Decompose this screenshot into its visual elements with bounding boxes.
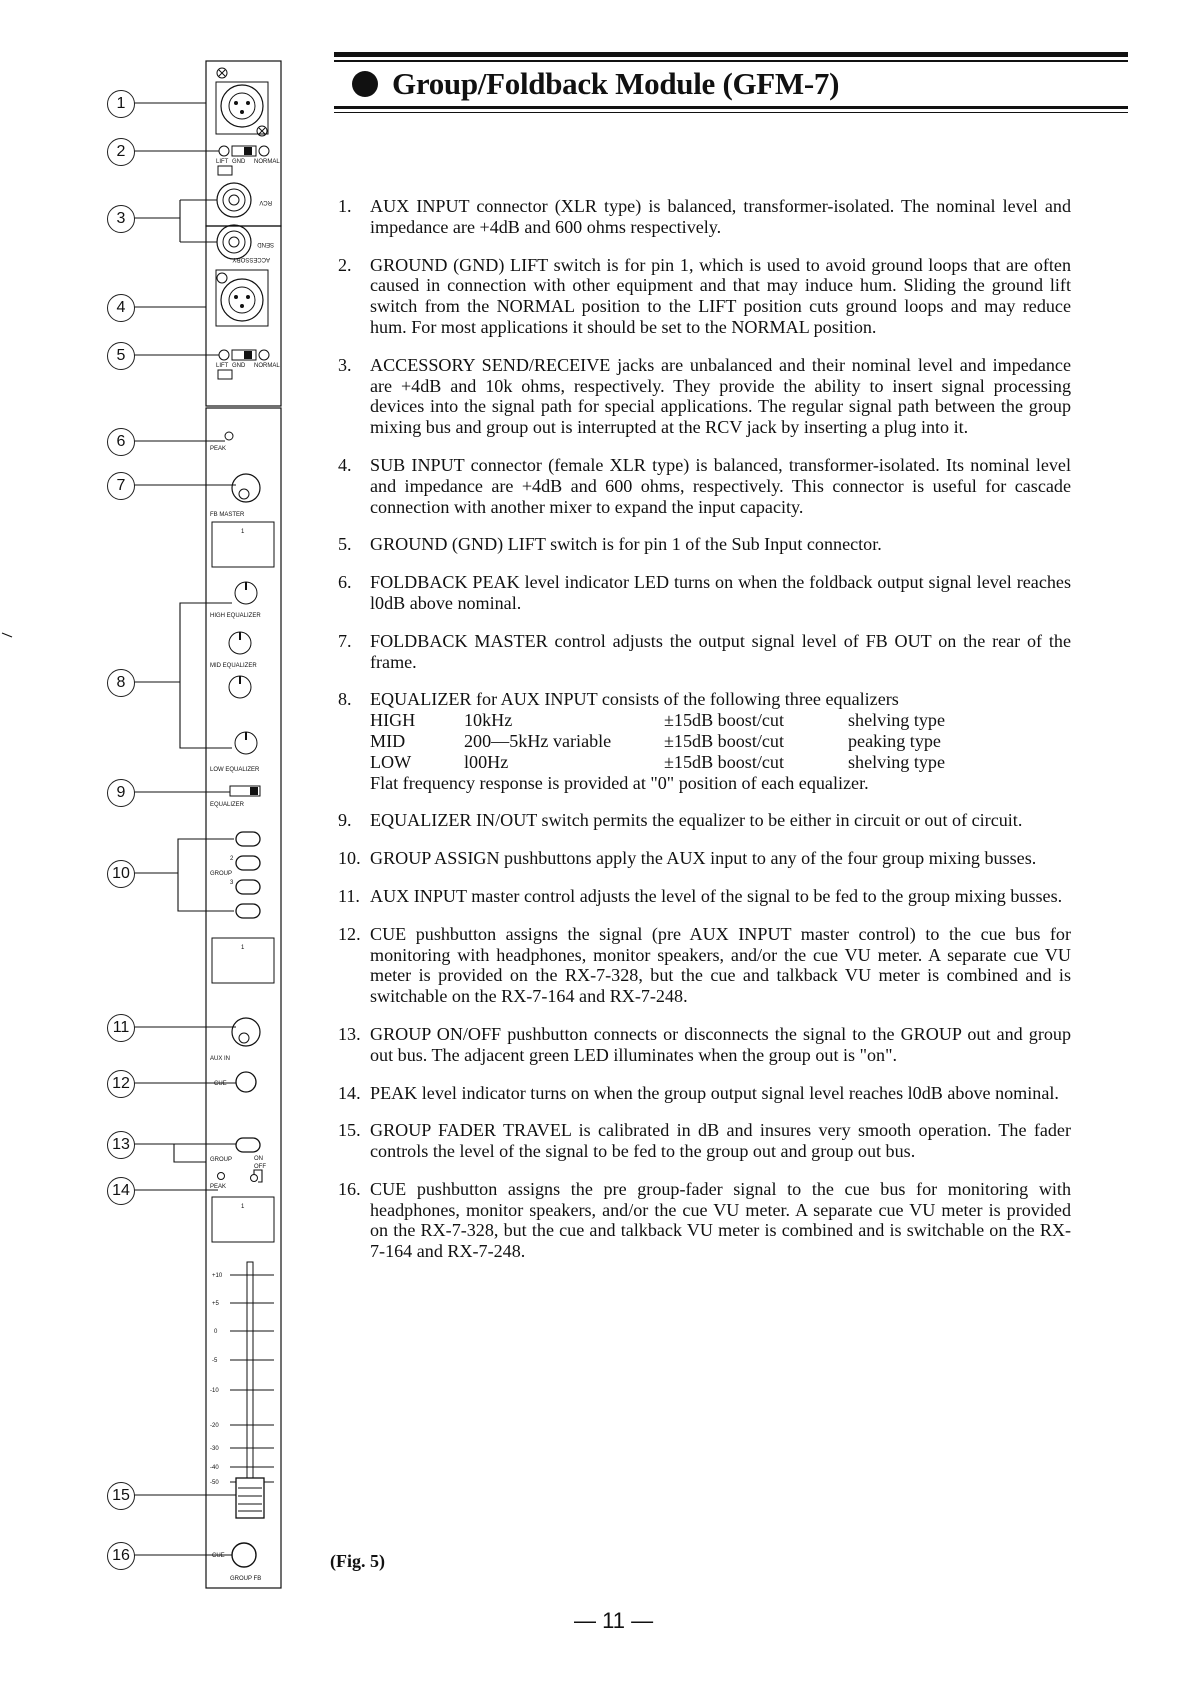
svg-text:PEAK: PEAK — [210, 446, 227, 452]
callout-11: 11 — [107, 1014, 135, 1042]
callout-4: 4 — [107, 294, 135, 322]
callout-13: 13 — [107, 1131, 135, 1159]
module-panel-illustration — [0, 0, 300, 1600]
svg-text:MID EQUALIZER: MID EQUALIZER — [210, 663, 257, 669]
svg-text:1: 1 — [241, 529, 245, 535]
list-item: 3. ACCESSORY SEND/RECEIVE jacks are unbalanced and their nominal level and impedance are +4dB and 10k ohms, respectively. They provide the ability to insert signal processing devices into the signal path for special applications. The regular signal path between the group mixing bus and group out is interrupted at the RCV jack by inserting a plug into it. — [338, 354, 1071, 438]
table-row: HIGH 10kHz ±15dB boost/cut shelving type — [370, 710, 945, 731]
svg-text:NORMAL: NORMAL — [254, 363, 280, 369]
list-item: 4. SUB INPUT connector (female XLR type) is balanced, transformer-isolated. Its nominal level and impedance are +4dB and 600 ohms, respectively. This connector is useful for cascade connection with another mixer to expand the input capacity. — [338, 454, 1071, 517]
svg-text:EQUALIZER: EQUALIZER — [210, 802, 245, 808]
svg-text:GND: GND — [232, 159, 246, 165]
svg-text:ON: ON — [254, 1156, 263, 1162]
svg-text:LOW EQUALIZER: LOW EQUALIZER — [210, 767, 260, 773]
item-list — [338, 196, 1071, 1279]
figure-caption: (Fig. 5) — [330, 1551, 385, 1571]
page-title: Group/Foldback Module (GFM-7) — [352, 66, 839, 102]
list-item: 11. AUX INPUT master control adjusts the level of the signal to be fed to the group mixing busses. — [338, 885, 1063, 906]
svg-text:GND: GND — [232, 363, 246, 369]
svg-text:AUX IN: AUX IN — [210, 1056, 231, 1062]
svg-text:1: 1 — [241, 945, 245, 951]
svg-text:RCV: RCV — [259, 199, 272, 205]
list-item: 5. GROUND (GND) LIFT switch is for pin 1 of the Sub Input connector. — [338, 534, 882, 555]
svg-text:SEND: SEND — [257, 241, 274, 247]
callout-14: 14 — [107, 1177, 135, 1205]
svg-text:0: 0 — [214, 1329, 218, 1335]
list-item-equalizer: 8. EQUALIZER for AUX INPUT consists of the following three equalizers HIGH 10kHz ±15dB boost/cut shelving type MID 200—5kHz variable ±15dB boost/cut peaking type LOW l00Hz ±15dB boost/cut shelving type Flat frequency response is provided at "0" position of each equalizer. — [338, 689, 1071, 793]
list-item: 16. CUE pushbutton assigns the pre group-fader signal to the cue bus for monitoring with headphones, monitor speakers, and/or the cue VU meter. A separate cue VU meter is provided on the RX-7-328, but the cue and talkback VU meter is combined and is switchable on the RX-7-164 and RX-7-248. — [338, 1178, 1071, 1262]
title-rule-bottom — [334, 106, 1128, 109]
svg-text:+10: +10 — [212, 1273, 223, 1279]
callout-16: 16 — [107, 1542, 135, 1570]
list-item: 2. GROUND (GND) LIFT switch is for pin 1, which is used to avoid ground loops that are often caused in connection with other equipment and that may induce hum. Sliding the ground lift switch from the NORMAL position to the LIFT position cuts ground loops and may reduce hum. For most applications it should be set to the NORMAL position. — [338, 254, 1071, 337]
svg-text:PEAK: PEAK — [210, 1184, 227, 1190]
svg-text:+5: +5 — [212, 1301, 219, 1307]
callout-3: 3 — [107, 205, 135, 233]
title-rule-bottom-thin — [334, 112, 1128, 113]
callout-5: 5 — [107, 342, 135, 370]
callout-12: 12 — [107, 1070, 135, 1098]
svg-text:-40: -40 — [210, 1465, 219, 1471]
svg-text:-10: -10 — [210, 1388, 219, 1394]
equalizer-intro: EQUALIZER for AUX INPUT consists of the following three equalizers — [370, 689, 899, 710]
list-item: 13. GROUP ON/OFF pushbutton connects or disconnects the signal to the GROUP out and group out bus. The adjacent green LED illuminates when the group out is "on". — [338, 1023, 1071, 1065]
svg-text:GROUP: GROUP — [210, 871, 233, 877]
svg-text:GROUP: GROUP — [210, 1157, 233, 1163]
callout-7: 7 — [107, 472, 135, 500]
svg-text:2: 2 — [230, 856, 234, 862]
svg-text:-30: -30 — [210, 1446, 219, 1452]
svg-text:OFF: OFF — [254, 1164, 266, 1170]
list-item: 14. PEAK level indicator turns on when the group output signal level reaches l0dB above nominal. — [338, 1082, 1059, 1103]
list-item: 1. AUX INPUT connector (XLR type) is balanced, transformer-isolated. The nominal level and impedance are +4dB and 600 ohms respectively. — [338, 196, 1071, 237]
panel-drawing — [0, 0, 300, 1600]
callout-1: 1 — [107, 90, 135, 118]
list-item: 12. CUE pushbutton assigns the signal (pre AUX INPUT master control) to the cue bus for monitoring with headphones, monitor speakers, and/or the cue VU meter. A separate cue VU meter is provided on the RX-7-328, but the cue and talkback VU meter is combined and is switchable on the RX-7-164 and RX-7-248. — [338, 923, 1071, 1007]
svg-text:GROUP FB: GROUP FB — [230, 1576, 262, 1582]
svg-text:CUE: CUE — [212, 1553, 225, 1559]
title-rule-top-thin — [334, 60, 1128, 62]
svg-text:-20: -20 — [210, 1423, 219, 1429]
callout-2: 2 — [107, 138, 135, 166]
table-row: LOW l00Hz ±15dB boost/cut shelving type — [370, 751, 945, 772]
svg-text:HIGH EQUALIZER: HIGH EQUALIZER — [210, 613, 261, 619]
svg-text:ACCESSORY: ACCESSORY — [232, 256, 270, 262]
page-number: — 11 — — [574, 1608, 654, 1633]
svg-text:-5: -5 — [212, 1358, 218, 1364]
svg-text:NORMAL: NORMAL — [254, 159, 280, 165]
callout-6: 6 — [107, 428, 135, 456]
callout-9: 9 — [107, 779, 135, 807]
title-rule-top — [334, 52, 1128, 57]
list-item: 7. FOLDBACK MASTER control adjusts the output signal level of FB OUT on the rear of the frame. — [338, 630, 1071, 672]
list-item: 9. EQUALIZER IN/OUT switch permits the equalizer to be either in circuit or out of circuit. — [338, 810, 1023, 831]
callout-8: 8 — [107, 669, 135, 697]
callout-10: 10 — [107, 860, 135, 888]
svg-text:LIFT: LIFT — [216, 159, 229, 165]
list-item: 6. FOLDBACK PEAK level indicator LED turns on when the foldback output signal level reaches l0dB above nominal. — [338, 572, 1071, 613]
svg-text:3: 3 — [230, 880, 234, 886]
equalizer-note: Flat frequency response is provided at "0" position of each equalizer. — [370, 772, 869, 793]
list-item: 10. GROUP ASSIGN pushbuttons apply the AUX input to any of the four group mixing busses. — [338, 848, 1037, 869]
svg-text:1: 1 — [241, 1204, 245, 1210]
callout-15: 15 — [107, 1482, 135, 1510]
svg-text:CUE: CUE — [214, 1081, 227, 1087]
equalizer-table — [370, 710, 945, 772]
svg-text:-50: -50 — [210, 1480, 219, 1486]
svg-text:FB MASTER: FB MASTER — [210, 512, 245, 518]
list-item: 15. GROUP FADER TRAVEL is calibrated in dB and insures very smooth operation. The fader controls the level of the signal to be fed to the group out and group out bus. — [338, 1120, 1071, 1162]
bullet-icon — [352, 71, 378, 97]
table-row: MID 200—5kHz variable ±15dB boost/cut peaking type — [370, 730, 941, 751]
svg-text:LIFT: LIFT — [216, 363, 229, 369]
